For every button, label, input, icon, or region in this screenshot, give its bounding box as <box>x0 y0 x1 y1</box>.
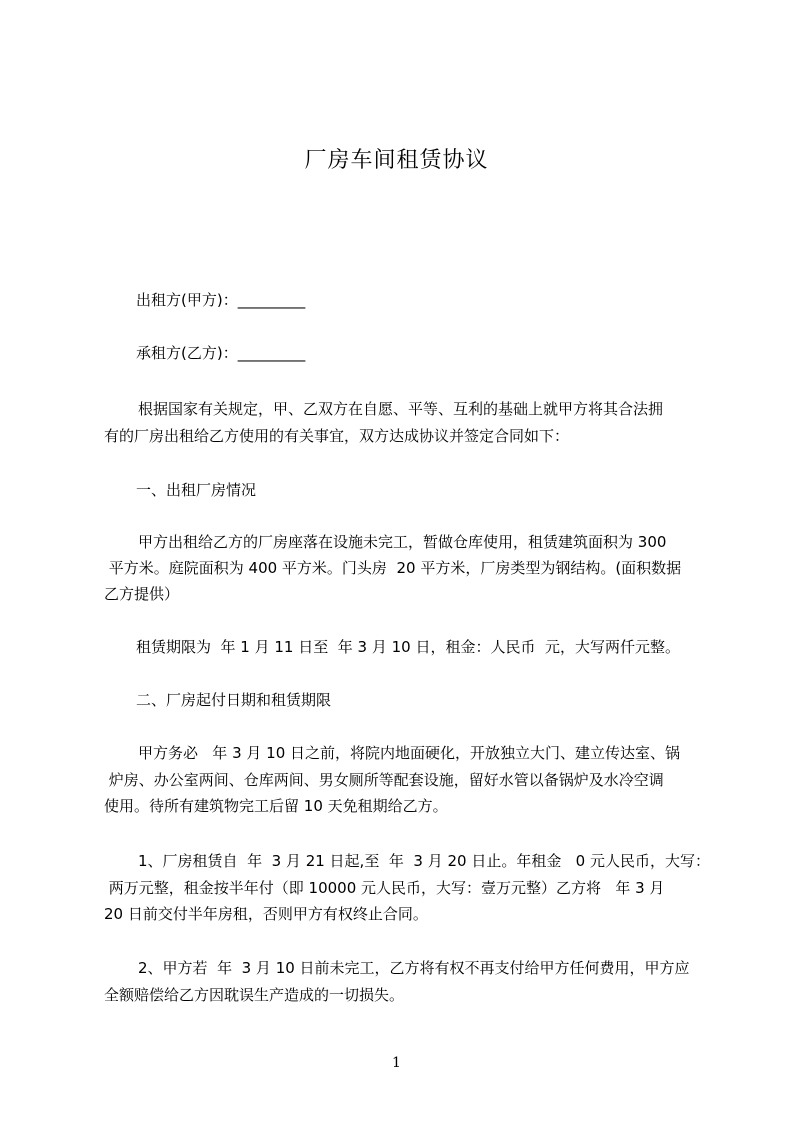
intro-line-1: 根据国家有关规定，甲、乙双方在自愿、平等、互利的基础上就甲方将其合法拥 <box>138 400 664 418</box>
section1-line-3: 乙方提供） <box>104 585 180 603</box>
clause1-line-2: 两万元整，租金按半年付（即 10000 元人民币，大写：壹万元整）乙方将 年 3 月 <box>104 879 665 897</box>
lessor-line: 出租方(甲方)：_________ <box>136 291 306 309</box>
page-number: 1 <box>392 1055 401 1071</box>
section2-line-3: 使用。待所有建筑物完工后留 10 天免租期给乙方。 <box>104 797 448 815</box>
section2-heading: 二、厂房起付日期和租赁期限 <box>136 691 332 709</box>
lease-term-line: 租赁期限为 年 1 月 11 日至 年 3 月 10 日，租金：人民币 元，大写两仟元整。 <box>136 638 681 656</box>
document-title: 厂房车间租赁协议 <box>304 148 489 173</box>
section1-line-2: 平方米。庭院面积为 400 平方米。门头房 20 平方米，厂房类型为钢结构。(面积数据 <box>104 559 682 577</box>
clause1-line-1: 1、厂房租赁自 年 3 月 21 日起,至 年 3 月 20 日止。年租金 0 元人民币，大写： <box>138 852 710 870</box>
section1-heading: 一、出租厂房情况 <box>136 481 257 499</box>
section2-line-1: 甲方务必 年 3 月 10 日之前，将院内地面硬化，开放独立大门、建立传达室、锅 <box>138 744 681 762</box>
intro-line-2: 有的厂房出租给乙方使用的有关事宜，双方达成协议并签定合同如下： <box>104 427 570 445</box>
clause1-line-3: 20 日前交付半年房租，否则甲方有权终止合同。 <box>104 905 428 923</box>
section1-line-1: 甲方出租给乙方的厂房座落在设施未完工，暂做仓库使用，租赁建筑面积为 300 <box>138 533 667 551</box>
section2-line-2: 炉房、办公室两间、仓库两间、男女厕所等配套设施，留好水管以备锅炉及水冷空调 <box>104 771 664 789</box>
clause2-line-1: 2、甲方若 年 3 月 10 日前未完工，乙方将有权不再支付给甲方任何费用，甲方应 <box>138 959 690 977</box>
lessee-line: 承租方(乙方)：_________ <box>136 344 306 362</box>
clause2-line-2: 全额赔偿给乙方因耽误生产造成的一切损失。 <box>104 986 405 1004</box>
